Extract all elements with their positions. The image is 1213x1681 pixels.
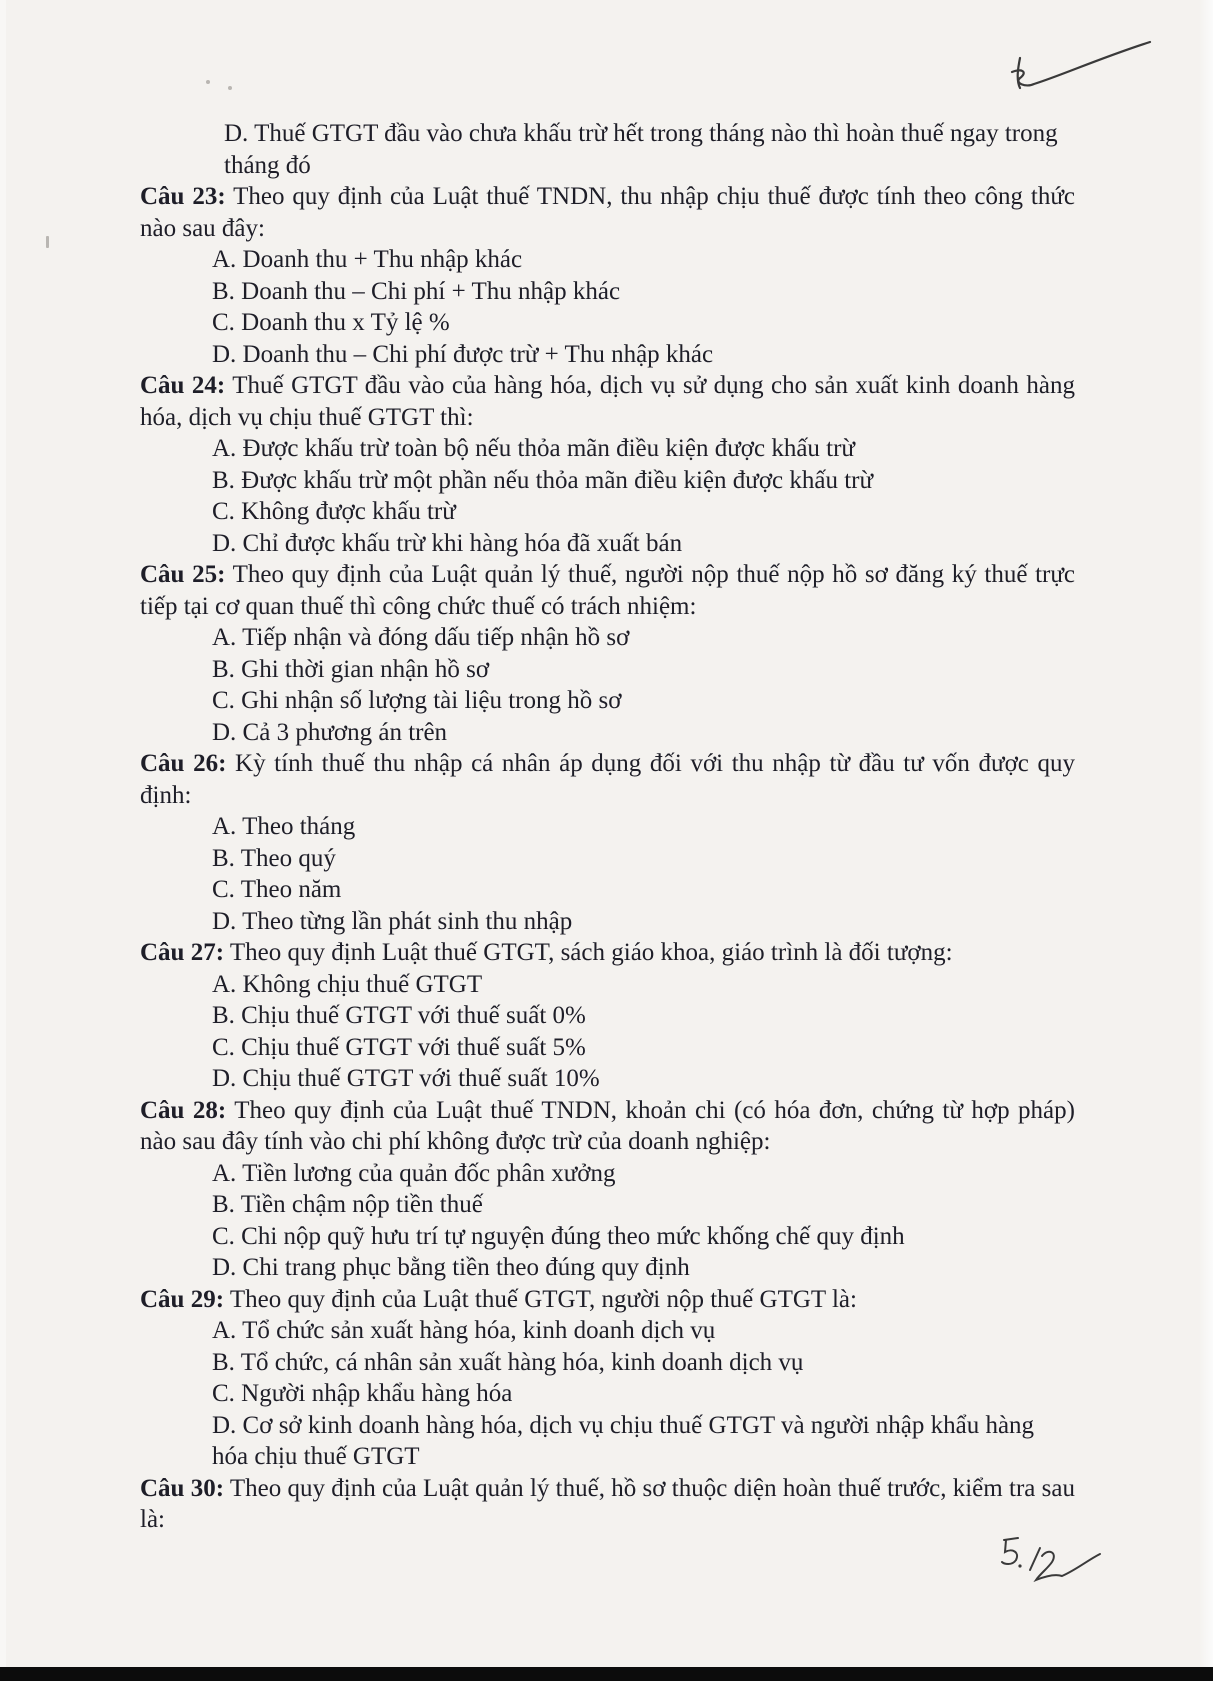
option-d: D. Theo từng lần phát sinh thu nhập [212,907,573,935]
question-text: Kỳ tính thuế thu nhập cá nhân áp dụng đối với thu nhập từ đầu tư vốn được quy định: [140,750,1075,809]
option-a: A. Theo tháng [212,813,356,840]
option-d: D. Doanh thu – Chi phí được trừ + Thu nhập khác [212,340,714,368]
option-a: A. Tổ chức sản xuất hàng hóa, kinh doanh dịch vụ [212,1317,716,1344]
question-26 [140,748,1075,937]
signature-mark [1000,28,1160,98]
question-28 [140,1095,1075,1284]
scan-edge [0,0,6,1681]
question-text: Theo quy định của Luật quản lý thuế, người nộp thuế nộp hồ sơ đăng ký thuế trực tiếp tại cơ quan thuế thì công chức thuế có trách nhiệm: [140,561,1075,620]
question-24 [140,370,1075,559]
option-d: D. Chịu thuế GTGT với thuế suất 10% [212,1065,600,1092]
option-c: C. Chịu thuế GTGT với thuế suất 5% [212,1033,586,1061]
option-b: B. Tổ chức, cá nhân sản xuất hàng hóa, kinh doanh dịch vụ [212,1348,804,1376]
question-number: Câu 24: [140,372,226,399]
option-b: B. Theo quý [212,844,336,872]
continued-option: D. Thuế GTGT đầu vào chưa khấu trừ hết trong tháng nào thì hoàn thuế ngay trong tháng đó [224,120,1058,179]
question-29 [140,1284,1075,1473]
option-c: C. Người nhập khẩu hàng hóa [212,1380,513,1407]
question-number: Câu 26: [140,750,227,777]
question-23 [140,181,1075,370]
question-text: Theo quy định của Luật quản lý thuế, hồ sơ thuộc diện hoàn thuế trước, kiểm tra sau là: [140,1474,1075,1533]
question-text: Theo quy định của Luật thuế TNDN, thu nhập chịu thuế được tính theo công thức nào sau đây: [140,183,1075,242]
handwritten-page-mark [996,1530,1106,1600]
option-a: A. Doanh thu + Thu nhập khác [212,246,523,273]
exam-page [140,118,1075,1536]
question-number: Câu 25: [140,561,226,588]
question-number: Câu 23: [140,183,226,210]
option-c: C. Doanh thu x Tỷ lệ % [212,309,450,336]
option-c: C. Chi nộp quỹ hưu trí tự nguyện đúng theo mức khống chế quy định [212,1222,905,1250]
question-text: Theo quy định Luật thuế GTGT, sách giáo khoa, giáo trình là đối tượng: [229,939,953,966]
scan-bottom-border [0,1667,1213,1681]
option-c: C. Không được khấu trừ [212,498,456,525]
option-c: C. Ghi nhận số lượng tài liệu trong hồ sơ [212,687,622,714]
question-text: Thuế GTGT đầu vào của hàng hóa, dịch vụ sử dụng cho sản xuất kinh doanh hàng hóa, dịch vụ chịu thuế GTGT thì: [140,372,1075,431]
question-text: Theo quy định của Luật thuế TNDN, khoản chi (có hóa đơn, chứng từ hợp pháp) nào sau đây tính vào chi phí không được trừ của doanh nghiệp: [140,1096,1075,1155]
scan-speck [46,236,49,248]
option-b: B. Ghi thời gian nhận hồ sơ [212,655,490,683]
option-d: D. Cơ sở kinh doanh hàng hóa, dịch vụ chịu thuế GTGT và người nhập khẩu hàng hóa chịu thuế GTGT [212,1411,1035,1470]
question-number: Câu 30: [140,1474,225,1502]
question-number: Câu 28: [140,1096,227,1124]
question-number: Câu 29: [140,1285,225,1313]
option-b: B. Doanh thu – Chi phí + Thu nhập khác [212,277,621,305]
question-text: Theo quy định của Luật thuế GTGT, người nộp thuế GTGT là: [229,1285,857,1313]
question-27 [140,937,1075,1095]
option-b: B. Được khấu trừ một phần nếu thỏa mãn điều kiện được khấu trừ [212,466,874,494]
option-d: D. Chi trang phục bằng tiền theo đúng quy định [212,1254,690,1281]
option-a: A. Được khấu trừ toàn bộ nếu thỏa mãn điều kiện được khấu trừ [212,435,855,462]
option-d: D. Cả 3 phương án trên [212,718,448,746]
option-a: A. Không chịu thuế GTGT [212,970,483,998]
option-c: C. Theo năm [212,876,342,903]
option-d: D. Chỉ được khấu trừ khi hàng hóa đã xuất bán [212,529,683,557]
question-number: Câu 27: [140,939,225,966]
option-a: A. Tiền lương của quản đốc phân xưởng [212,1159,616,1187]
option-b: B. Tiền chậm nộp tiền thuế [212,1191,483,1218]
scan-edge [1199,0,1213,1681]
option-b: B. Chịu thuế GTGT với thuế suất 0% [212,1002,586,1029]
scan-speck [228,86,232,90]
question-25 [140,559,1075,748]
question-30 [140,1473,1075,1536]
option-a: A. Tiếp nhận và đóng dấu tiếp nhận hồ sơ [212,624,630,651]
scan-speck [206,80,210,84]
